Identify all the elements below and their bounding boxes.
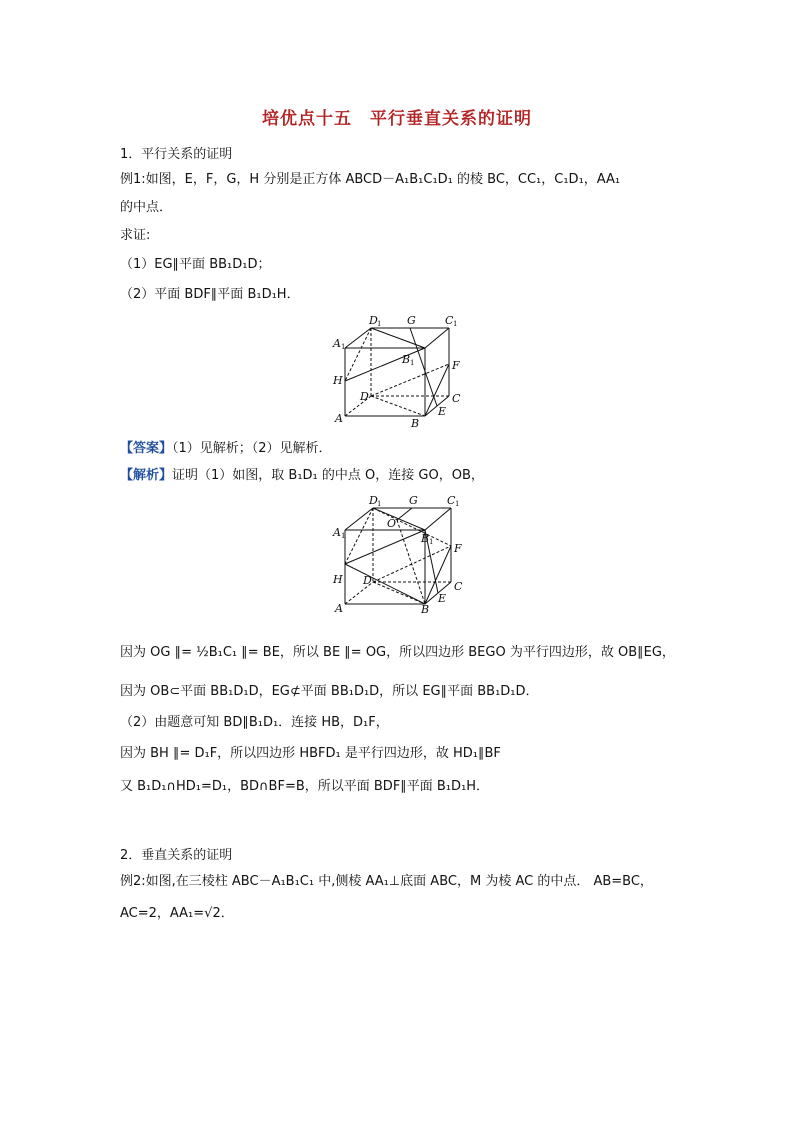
- label2-D1-sub: 1: [377, 500, 382, 508]
- page-title: 培优点十五 平行垂直关系的证明: [262, 109, 532, 129]
- label2-B1-sub: 1: [429, 538, 434, 546]
- label-C1: C: [445, 314, 454, 327]
- label2-F: F: [454, 542, 462, 555]
- label-B1-sub: 1: [410, 359, 415, 367]
- label2-C1-sub: 1: [455, 500, 460, 508]
- label2-A: A: [335, 602, 343, 614]
- label2-G: G: [409, 494, 418, 507]
- proof-line-1: 因为 OG ∥= ½B₁C₁ ∥= BE，所以 BE ∥= OG，所以四边形 BEGO 为平行四边形，故 OB∥EG，: [120, 645, 675, 660]
- label-E: E: [438, 405, 447, 418]
- label2-E: E: [438, 592, 447, 605]
- analysis-tag: 【解析】: [120, 468, 173, 483]
- section2-heading: 2．垂直关系的证明: [120, 848, 233, 863]
- label-C: C: [452, 392, 461, 405]
- example1-line1: 例1:如图，E，F，G，H 分别是正方体 ABCD－A₁B₁C₁D₁ 的棱 BC，CC₁，C₁D₁，AA₁: [120, 172, 621, 187]
- label-A1: A: [333, 337, 341, 350]
- label2-D: D: [363, 574, 372, 587]
- label2-A1-sub: 1: [341, 532, 346, 540]
- answer-text: （1）见解析；（2）见解析．: [172, 441, 332, 456]
- cube-figure-2: [325, 494, 465, 614]
- example1-line2: 的中点．: [120, 200, 173, 215]
- label-A: A: [335, 412, 343, 425]
- label-D: D: [360, 390, 369, 403]
- label2-O: O: [387, 517, 397, 530]
- label-H: H: [333, 374, 343, 387]
- label-A1-sub: 1: [341, 343, 346, 351]
- section1-heading: 1．平行关系的证明: [120, 147, 233, 162]
- label2-A1: A: [333, 526, 341, 539]
- claim-2: （2）平面 BDF∥平面 B₁D₁H．: [120, 287, 300, 302]
- label-D1-sub: 1: [377, 320, 382, 328]
- analysis-text: 证明（1）如图，取 B₁D₁ 的中点 O，连接 GO，OB，: [172, 468, 484, 483]
- example2-line2: AC=2，AA₁=√2．: [120, 906, 234, 921]
- label2-B1: B: [421, 532, 430, 545]
- label2-C1: C: [447, 494, 456, 507]
- label-F: F: [452, 359, 460, 372]
- proof-line-2: 因为 OB⊂平面 BB₁D₁D，EG⊄平面 BB₁D₁D，所以 EG∥平面 BB₁D₁D．: [120, 684, 539, 699]
- proof-line-3: （2）由题意可知 BD∥B₁D₁．连接 HB，D₁F，: [120, 715, 389, 730]
- proof-line-4: 因为 BH ∥= D₁F，所以四边形 HBFD₁ 是平行四边形，故 HD₁∥BF: [120, 746, 501, 761]
- label-D1: D: [369, 314, 378, 327]
- label-B: B: [411, 417, 420, 430]
- label2-H: H: [333, 573, 343, 586]
- example2-line1: 例2:如图,在三棱柱 ABC－A₁B₁C₁ 中,侧棱 AA₁⊥底面 ABC，M 为棱 AC 的中点． AB=BC，: [120, 874, 653, 889]
- cube-figure-1: [325, 314, 465, 434]
- answer-line: [120, 440, 332, 458]
- label-C1-sub: 1: [453, 320, 458, 328]
- prove-label: 求证:: [120, 228, 151, 243]
- label2-C: C: [454, 580, 463, 593]
- answer-tag: 【答案】: [120, 441, 173, 456]
- label2-D1: D: [369, 494, 378, 507]
- analysis-line: [120, 467, 484, 485]
- claim-1: （1）EG∥平面 BB₁D₁D；: [120, 257, 271, 272]
- label-G: G: [407, 314, 416, 327]
- proof-line-5: 又 B₁D₁∩HD₁=D₁，BD∩BF=B，所以平面 BDF∥平面 B₁D₁H．: [120, 779, 490, 794]
- label-B1: B: [402, 353, 411, 366]
- label2-B: B: [421, 603, 430, 614]
